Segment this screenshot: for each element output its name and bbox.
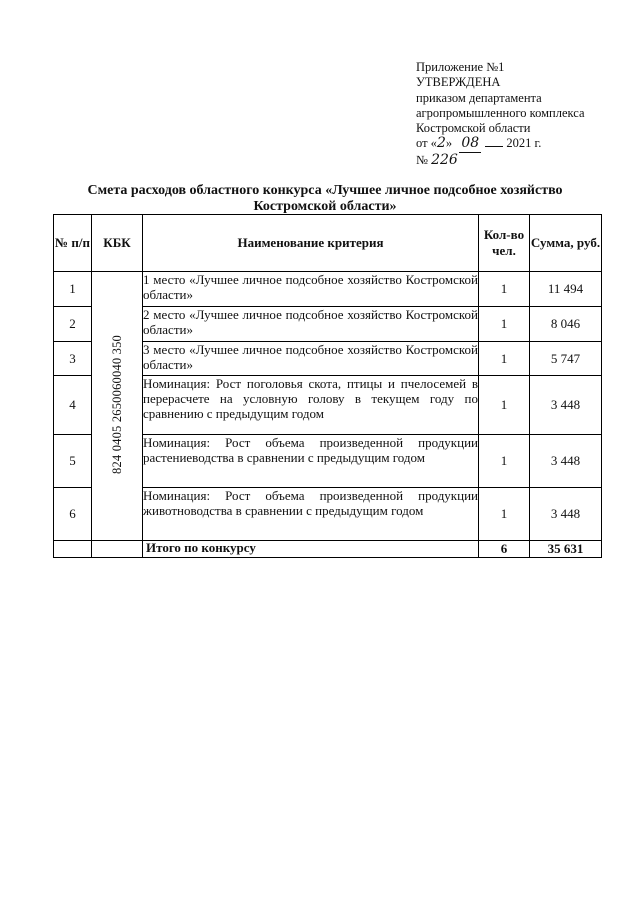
table-row: 5 Номинация: Рост объема произведенной продукции растениеводства в сравнении с предыдущим годом 1 3 448 <box>54 435 602 488</box>
approval-date: от «2» 08 2021 г. <box>416 135 542 152</box>
approved-label: УТВЕРЖДЕНА <box>416 75 501 90</box>
header-num: № п/п <box>54 215 92 272</box>
total-label: Итого по конкурсу <box>143 541 479 558</box>
document-title: Смета расходов областного конкурса «Лучшее личное подсобное хозяйство Костромской области» <box>87 183 563 214</box>
approval-region-line: Костромской области <box>416 121 531 136</box>
cost-estimate-table <box>53 214 602 558</box>
approval-number: № 226 <box>416 151 458 168</box>
handwritten-month: 08 <box>461 135 480 152</box>
table-row: 6 Номинация: Рост объема произведенной продукции животноводства в сравнении с предыдущим годом 1 3 448 <box>54 488 602 541</box>
header-name: Наименование критерия <box>143 215 479 272</box>
total-sum: 35 631 <box>530 541 602 558</box>
handwritten-number: 226 <box>431 151 458 168</box>
table-row: 3 3 место «Лучшее личное подсобное хозяйство Костромской области» 1 5 747 <box>54 342 602 376</box>
header-sum: Сумма, руб. <box>530 215 602 272</box>
table-row: 2 2 место «Лучшее личное подсобное хозяйство Костромской области» 1 8 046 <box>54 307 602 342</box>
total-row <box>54 541 602 558</box>
header-qty: Кол-во чел. <box>479 215 530 272</box>
handwritten-day: 2 <box>436 135 446 152</box>
approval-order-line: приказом департамента <box>416 90 542 105</box>
table-row: 1 824 0405 2650060040 350 1 место «Лучшее личное подсобное хозяйство Костромской области» 1 11 494 <box>54 272 602 307</box>
table-row: 4 Номинация: Рост поголовья скота, птицы и пчелосемей в перерасчете на условную голову в текущем году по сравнению с предыдущим годом 1 3 448 <box>54 376 602 435</box>
table-header-row <box>54 215 602 272</box>
approval-block <box>416 60 616 168</box>
approval-department-line: агропромышленного комплекса <box>416 105 585 120</box>
kbk-cell <box>92 272 143 541</box>
kbk-code: 824 0405 2650060040 350 <box>109 334 124 474</box>
appendix-label: Приложение №1 <box>416 60 505 74</box>
header-kbk: КБК <box>92 215 143 272</box>
total-qty: 6 <box>479 541 530 558</box>
